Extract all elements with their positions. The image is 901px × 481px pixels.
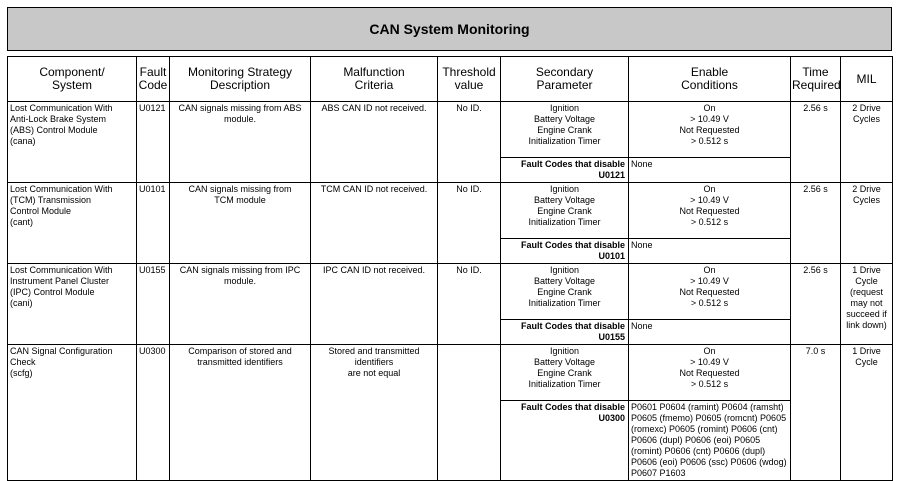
table-row [8, 102, 893, 158]
header-component: Component/ System [8, 57, 137, 102]
cell-mil: 1 Drive Cycle (request may not succeed if link down) [841, 264, 893, 345]
cell-disable-label: Fault Codes that disable U0101 [501, 239, 629, 264]
cell-time: 2.56 s [791, 264, 841, 345]
cell-fault-code: U0155 [137, 264, 170, 345]
table-row [8, 345, 893, 401]
header-row [8, 57, 893, 102]
header-enable: Enable Conditions [629, 57, 791, 102]
cell-time: 2.56 s [791, 183, 841, 264]
cell-malfunction: TCM CAN ID not received. [311, 183, 438, 264]
cell-secondary: Ignition Battery Voltage Engine Crank Initialization Timer [501, 345, 629, 401]
header-malfunction: Malfunction Criteria [311, 57, 438, 102]
header-threshold: Threshold value [438, 57, 501, 102]
cell-threshold: No ID. [438, 264, 501, 345]
cell-strategy: CAN signals missing from IPC module. [170, 264, 311, 345]
cell-disable-label: Fault Codes that disable U0155 [501, 320, 629, 345]
cell-strategy: CAN signals missing from TCM module [170, 183, 311, 264]
cell-strategy: Comparison of stored and transmitted identifiers [170, 345, 311, 481]
cell-mil: 2 Drive Cycles [841, 102, 893, 183]
cell-component: Lost Communication With Instrument Panel Cluster (IPC) Control Module (cani) [8, 264, 137, 345]
cell-disable-label: Fault Codes that disable U0300 [501, 401, 629, 481]
cell-disable-value: None [629, 320, 791, 345]
cell-secondary: Ignition Battery Voltage Engine Crank Initialization Timer [501, 264, 629, 320]
cell-component: Lost Communication With Anti-Lock Brake System (ABS) Control Module (cana) [8, 102, 137, 183]
cell-malfunction: ABS CAN ID not received. [311, 102, 438, 183]
header-strategy: Monitoring Strategy Description [170, 57, 311, 102]
cell-strategy: CAN signals missing from ABS module. [170, 102, 311, 183]
cell-component: Lost Communication With (TCM) Transmission Control Module (cant) [8, 183, 137, 264]
cell-malfunction: IPC CAN ID not received. [311, 264, 438, 345]
table-row [8, 264, 893, 320]
monitoring-table [7, 56, 893, 481]
header-time: Time Required [791, 57, 841, 102]
cell-fault-code: U0300 [137, 345, 170, 481]
cell-enable: On > 10.49 V Not Requested > 0.512 s [629, 345, 791, 401]
cell-disable-label: Fault Codes that disable U0121 [501, 158, 629, 183]
cell-disable-value: P0601 P0604 (ramint) P0604 (ramsht) P0605 (fmemo) P0605 (romcnt) P0605 (romexc) P0605 (romint) P0606 (cnt) P0606 (dupl) P0606 (eoi) P0605 (romint) P0606 (cnt) P0606 (dupl) P0606 (eoi) P0606 (ssc) P0606 (wdog) P0607 P1603 [629, 401, 791, 481]
cell-mil: 1 Drive Cycle [841, 345, 893, 481]
cell-secondary: Ignition Battery Voltage Engine Crank Initialization Timer [501, 183, 629, 239]
cell-time: 7.0 s [791, 345, 841, 481]
header-secondary: Secondary Parameter [501, 57, 629, 102]
cell-component: CAN Signal Configuration Check (scfg) [8, 345, 137, 481]
header-fault-code: Fault Code [137, 57, 170, 102]
table-row [8, 183, 893, 239]
page-title: CAN System Monitoring [7, 7, 892, 51]
cell-fault-code: U0121 [137, 102, 170, 183]
cell-enable: On > 10.49 V Not Requested > 0.512 s [629, 183, 791, 239]
cell-threshold [438, 345, 501, 481]
cell-mil: 2 Drive Cycles [841, 183, 893, 264]
cell-fault-code: U0101 [137, 183, 170, 264]
cell-enable: On > 10.49 V Not Requested > 0.512 s [629, 102, 791, 158]
cell-threshold: No ID. [438, 102, 501, 183]
cell-time: 2.56 s [791, 102, 841, 183]
document [7, 7, 892, 478]
cell-malfunction: Stored and transmitted identifiers are not equal [311, 345, 438, 481]
cell-secondary: Ignition Battery Voltage Engine Crank Initialization Timer [501, 102, 629, 158]
cell-disable-value: None [629, 158, 791, 183]
header-mil: MIL [841, 57, 893, 102]
cell-threshold: No ID. [438, 183, 501, 264]
cell-enable: On > 10.49 V Not Requested > 0.512 s [629, 264, 791, 320]
cell-disable-value: None [629, 239, 791, 264]
